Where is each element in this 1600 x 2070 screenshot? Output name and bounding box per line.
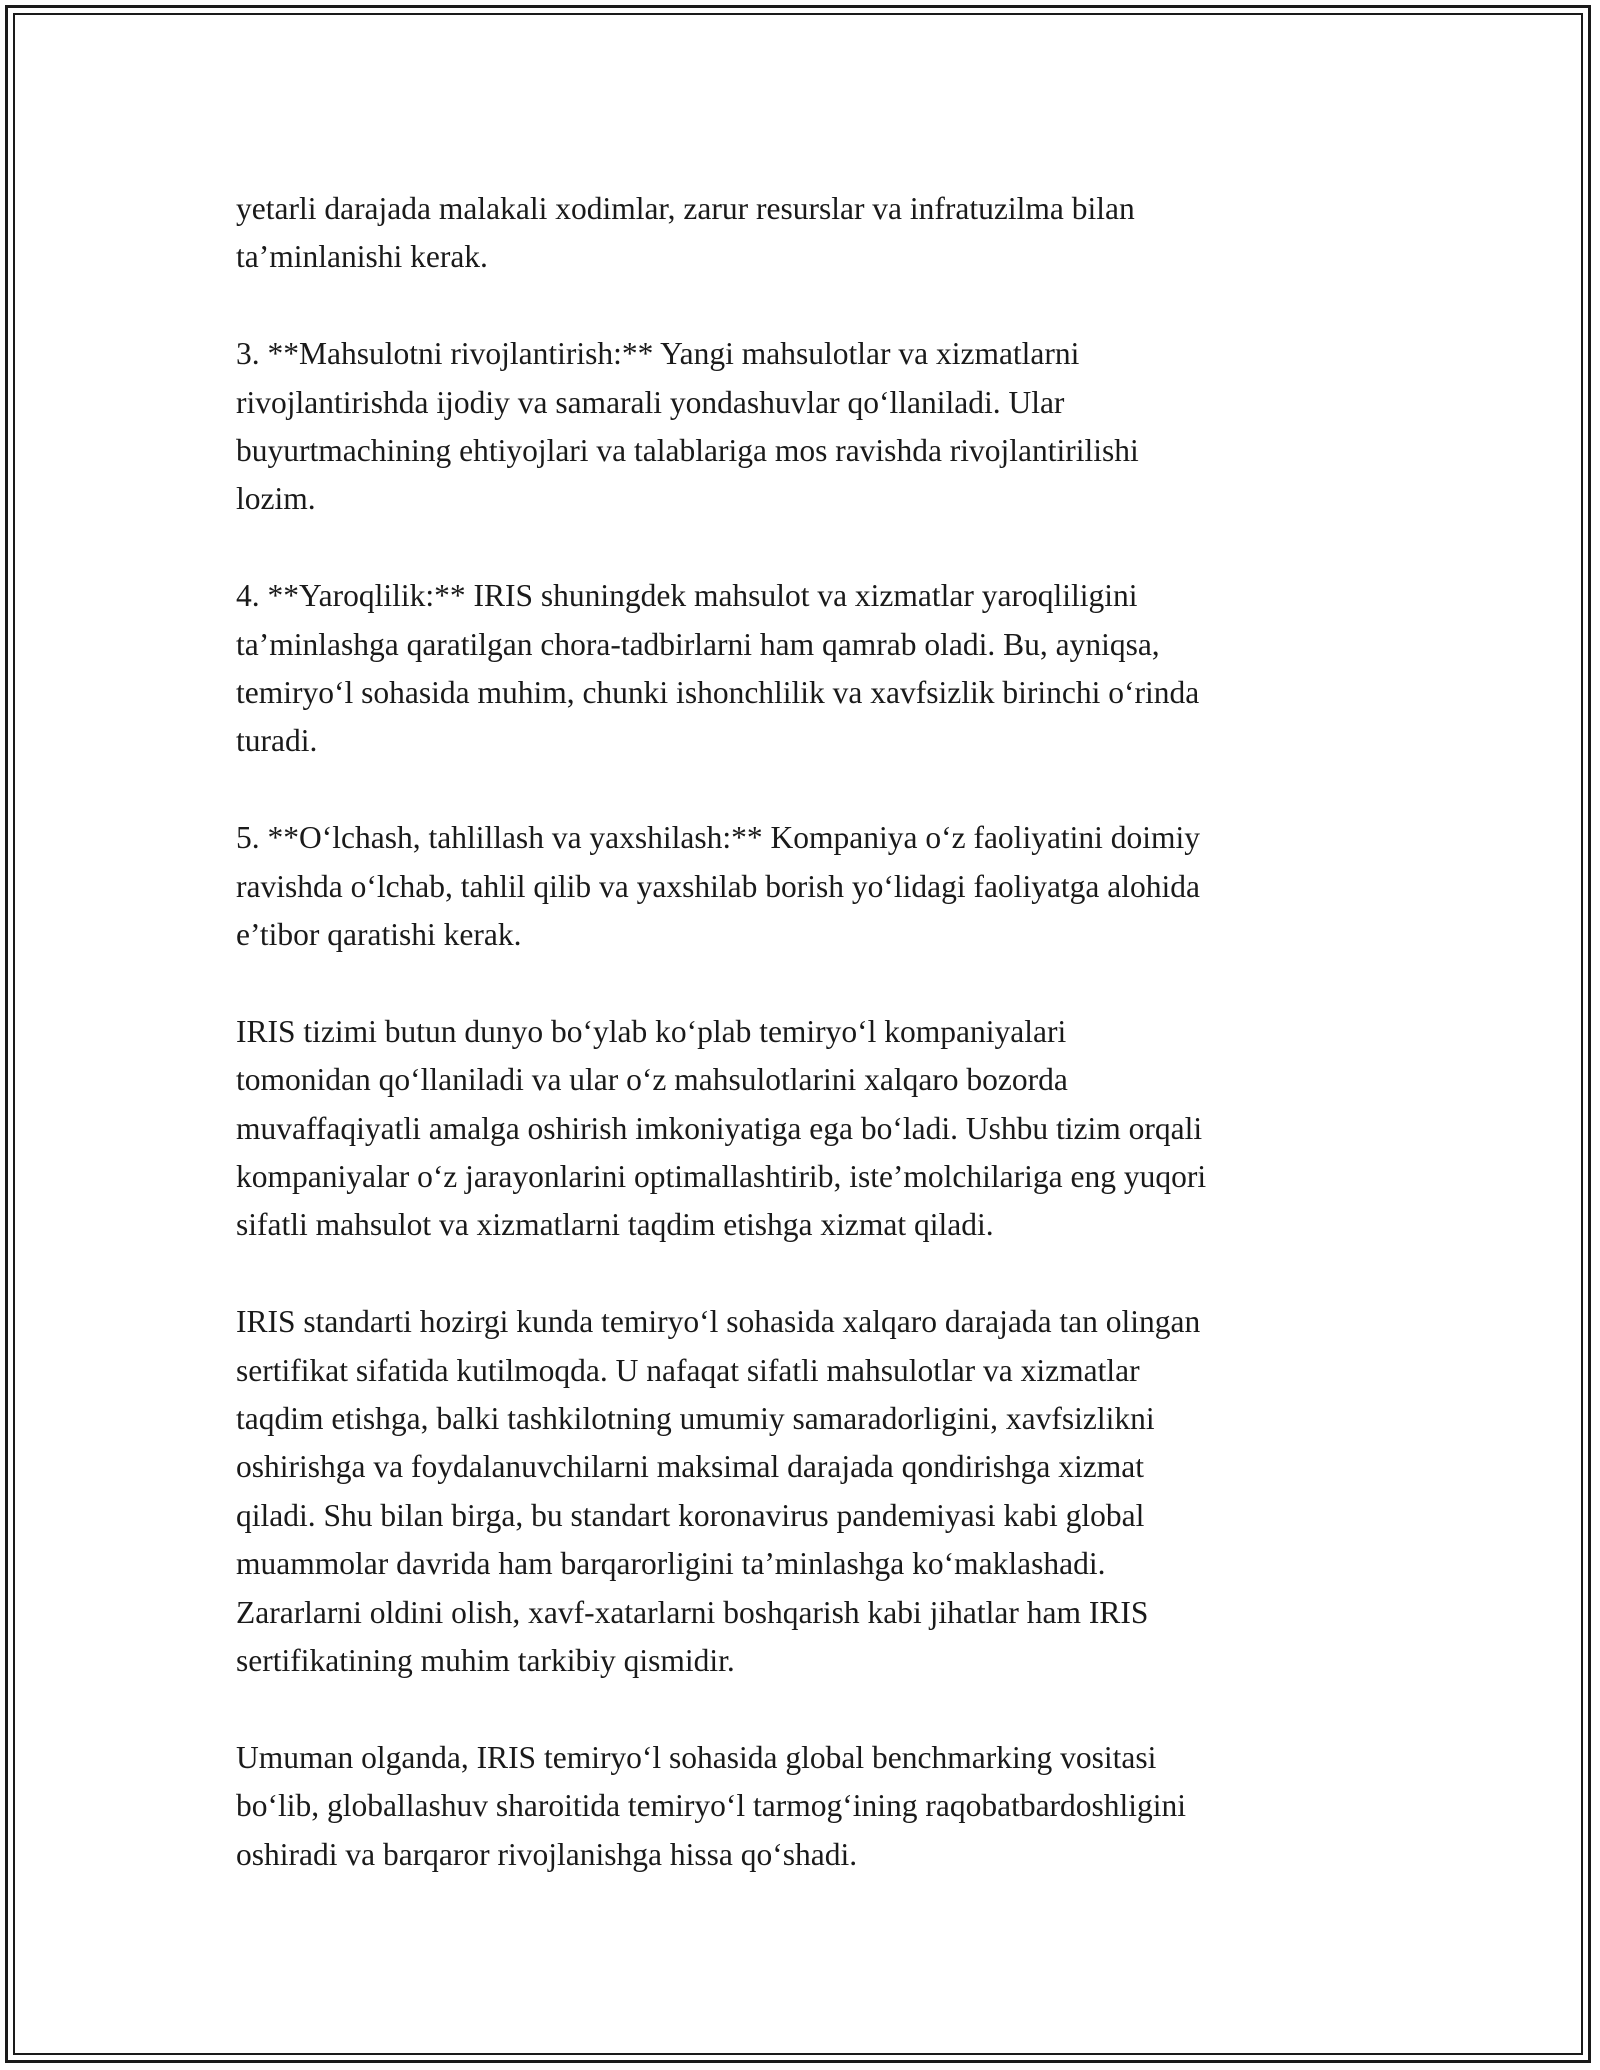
paragraph-item-3-product-development: 3. **Mahsulotni rivojlantirish:** Yangi mahsulotlar va xizmatlarni rivojlantirishda ijodiy va samarali yondashuvlar qo‘llaniladi. Ular buyurtmachining ehtiyojlari va talablariga mos ravishda rivojlantirilishi lozim. (236, 336, 1139, 517)
paragraph-iris-standard: IRIS standarti hozirgi kunda temiryo‘l sohasida xalqaro darajada tan olingan sertifikat sifatida kutilmoqda. U nafaqat sifatli mahsulotlar va xizmatlar taqdim etishga, balki tashkilotning umumiy samaradorligini, xavfsizlikni oshirishga va foydalanuvchilarni maksimal darajada qondirishga xizmat qiladi. Shu bilan birga, bu standart koronavirus pandemiyasi kabi global muammolar davrida ham barqarorligini ta’minlashga ko‘maklashadi. Zararlarni oldini olish, xavf-xatarlarni boshqarish kabi jihatlar ham IRIS sertifikatining muhim tarkibiy qismidir. (236, 1304, 1201, 1679)
paragraph-item-4-validity: 4. **Yaroqlilik:** IRIS shuningdek mahsulot va xizmatlar yaroqliligini ta’minlashga qaratilgan chora-tadbirlarni ham qamrab oladi. Bu, ayniqsa, temiryo‘l sohasida muhim, chunki ishonchlilik va xavfsizlik birinchi o‘rinda turadi. (236, 578, 1200, 759)
document-body (236, 185, 1386, 1879)
paragraph-continuation: yetarli darajada malakali xodimlar, zarur resurslar va infratuzilma bilan ta’minlanishi kerak. (236, 191, 1135, 275)
paragraph-item-5-measurement: 5. **O‘lchash, tahlillash va yaxshilash:** Kompaniya o‘z faoliyatini doimiy ravishda o‘lchab, tahlil qilib va yaxshilab borish yo‘lidagi faoliyatga alohida e’tibor qaratishi kerak. (236, 820, 1201, 953)
paragraph-iris-usage: IRIS tizimi butun dunyo bo‘ylab ko‘plab temiryo‘l kompaniyalari tomonidan qo‘llaniladi va ular o‘z mahsulotlarini xalqaro bozorda muvaffaqiyatli amalga oshirish imkoniyatiga ega bo‘ladi. Ushbu tizim orqali kompaniyalar o‘z jarayonlarini optimallashtirib, iste’molchilariga eng yuqori sifatli mahsulot va xizmatlarni taqdim etishga xizmat qiladi. (236, 1013, 1207, 1243)
paragraph-conclusion: Umuman olganda, IRIS temiryo‘l sohasida global benchmarking vositasi bo‘lib, globallashuv sharoitida temiryo‘l tarmog‘ining raqobatbardoshligini oshiradi va barqaror rivojlanishga hissa qo‘shadi. (236, 1739, 1187, 1872)
